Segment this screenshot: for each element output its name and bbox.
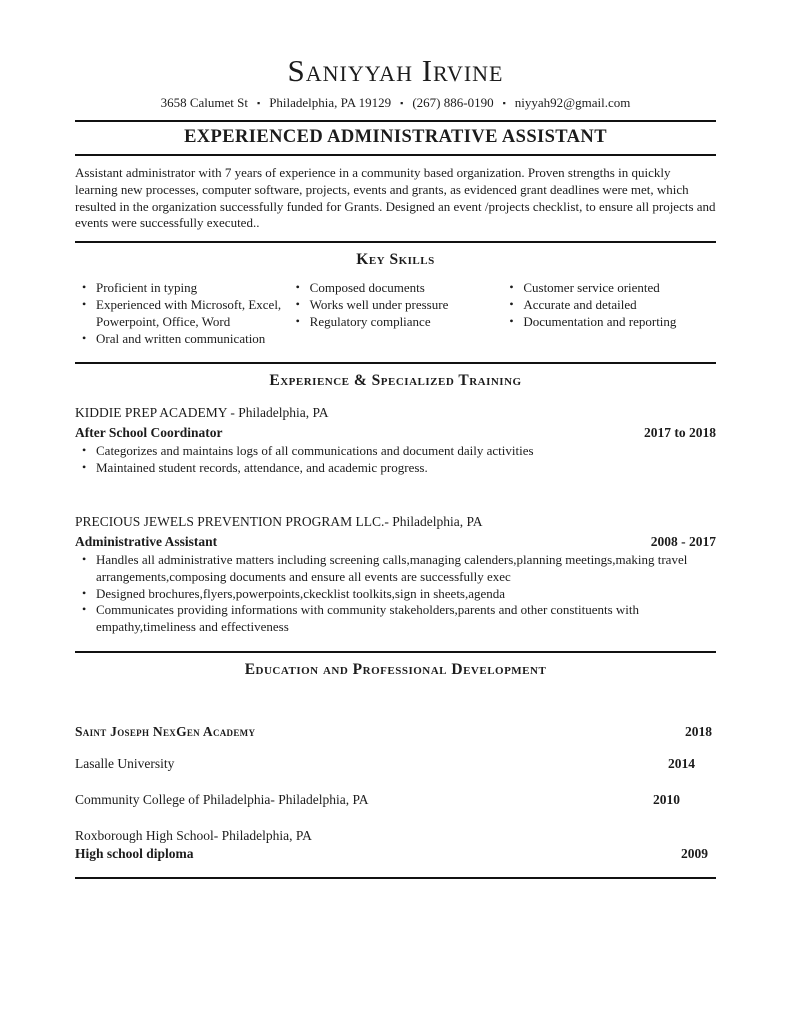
divider: [75, 154, 716, 156]
contact-address: 3658 Calumet St: [160, 95, 248, 110]
job-bullet-list: [75, 552, 716, 636]
job-dates: 2017 to 2018: [644, 425, 716, 441]
company-line: KIDDIE PREP ACADEMY - Philadelphia, PA: [75, 405, 329, 421]
contact-city: Philadelphia, PA 19129: [269, 95, 392, 110]
job-bullet: • Handles all administrative matters including screening calls,managing calenders,planning meetings,making travel arrangements,composing documents and ensure all events are successfully exec: [75, 552, 716, 586]
institution-name: Community College of Philadelphia- Philadelphia, PA: [75, 791, 369, 807]
skill-item: • Proficient in typing: [75, 280, 289, 297]
job-title: Administrative Assistant: [75, 533, 218, 549]
job-bullet: • Categorizes and maintains logs of all communications and document daily activities: [75, 443, 716, 460]
company-line: PRECIOUS JEWELS PREVENTION PROGRAM LLC.- Philadelphia, PA: [75, 513, 483, 529]
institution-name: Lasalle University: [75, 755, 175, 771]
job-bullet-list: [75, 443, 716, 477]
contact-email: niyyah92@gmail.com: [514, 95, 631, 110]
job-title: After School Coordinator: [75, 425, 223, 441]
divider: [75, 241, 716, 243]
contact-line: [75, 95, 716, 111]
skill-item: • Composed documents: [289, 280, 503, 297]
skill-item: • Customer service oriented: [502, 280, 716, 297]
divider: [75, 120, 716, 122]
skill-item: • Accurate and detailed: [502, 297, 716, 314]
square-separator-icon: ▪: [256, 98, 261, 108]
skills-column-3: [502, 280, 716, 347]
summary-paragraph: Assistant administrator with 7 years of experience in a community based organization. Proven strengths in quickly learning new processes, computer software, projects, events and grants, as evidenced grant deadlines were met, which resulted in the organization successfully funded for Grants. Designed an event /projects checklist, to ensure all projects and events were successfully executed..: [75, 165, 716, 231]
education-year: 2009: [681, 845, 708, 861]
divider: [75, 877, 716, 879]
education-entry: [75, 845, 716, 862]
role-row: [75, 424, 716, 441]
skill-item: • Regulatory compliance: [289, 314, 503, 331]
job-bullet: • Communicates providing informations with community stakeholders,parents and other constituents with empathy,timeliness and effectiveness: [75, 602, 716, 636]
section-heading-key-skills: Key Skills: [356, 251, 435, 269]
education-year: 2010: [653, 791, 680, 807]
credential-name: High school diploma: [75, 845, 194, 861]
divider: [75, 651, 716, 653]
square-separator-icon: ▪: [502, 98, 506, 108]
education-entry: [75, 755, 716, 772]
section-heading-experience: Experience & Specialized Training: [269, 372, 522, 390]
skill-item: • Works well under pressure: [289, 297, 503, 314]
education-entry: [75, 723, 716, 740]
square-separator-icon: ▪: [400, 98, 404, 108]
job-bullet: • Maintained student records, attendance, and academic progress.: [75, 460, 716, 477]
experience-entry: [75, 513, 716, 636]
education-entry: [75, 827, 716, 844]
institution-name: Roxborough High School- Philadelphia, PA: [75, 827, 312, 843]
resume-headline: EXPERIENCED ADMINISTRATIVE ASSISTANT: [184, 127, 607, 147]
skill-item: • Experienced with Microsoft, Excel, Powerpoint, Office, Word: [75, 297, 289, 331]
contact-phone: (267) 886-0190: [412, 95, 494, 110]
job-dates: 2008 - 2017: [650, 533, 716, 549]
skills-column-1: [75, 280, 289, 347]
job-bullet: • Designed brochures,flyers,powerpoints,ckecklist toolkits,sign in sheets,agenda: [75, 586, 716, 603]
role-row: [75, 533, 716, 550]
experience-entry: [75, 404, 716, 477]
section-heading-education: Education and Professional Development: [244, 660, 547, 678]
skill-item: • Oral and written communication: [75, 331, 289, 348]
education-year: 2018: [685, 723, 712, 739]
institution-name: Saint Joseph NexGen Academy: [75, 723, 256, 739]
education-year: 2014: [668, 755, 695, 771]
skill-item: • Documentation and reporting: [502, 314, 716, 331]
person-name: Saniyyah Irvine: [287, 53, 504, 88]
skills-column-2: [289, 280, 503, 347]
key-skills-columns: [75, 280, 716, 347]
education-entry: [75, 791, 716, 808]
divider: [75, 362, 716, 364]
